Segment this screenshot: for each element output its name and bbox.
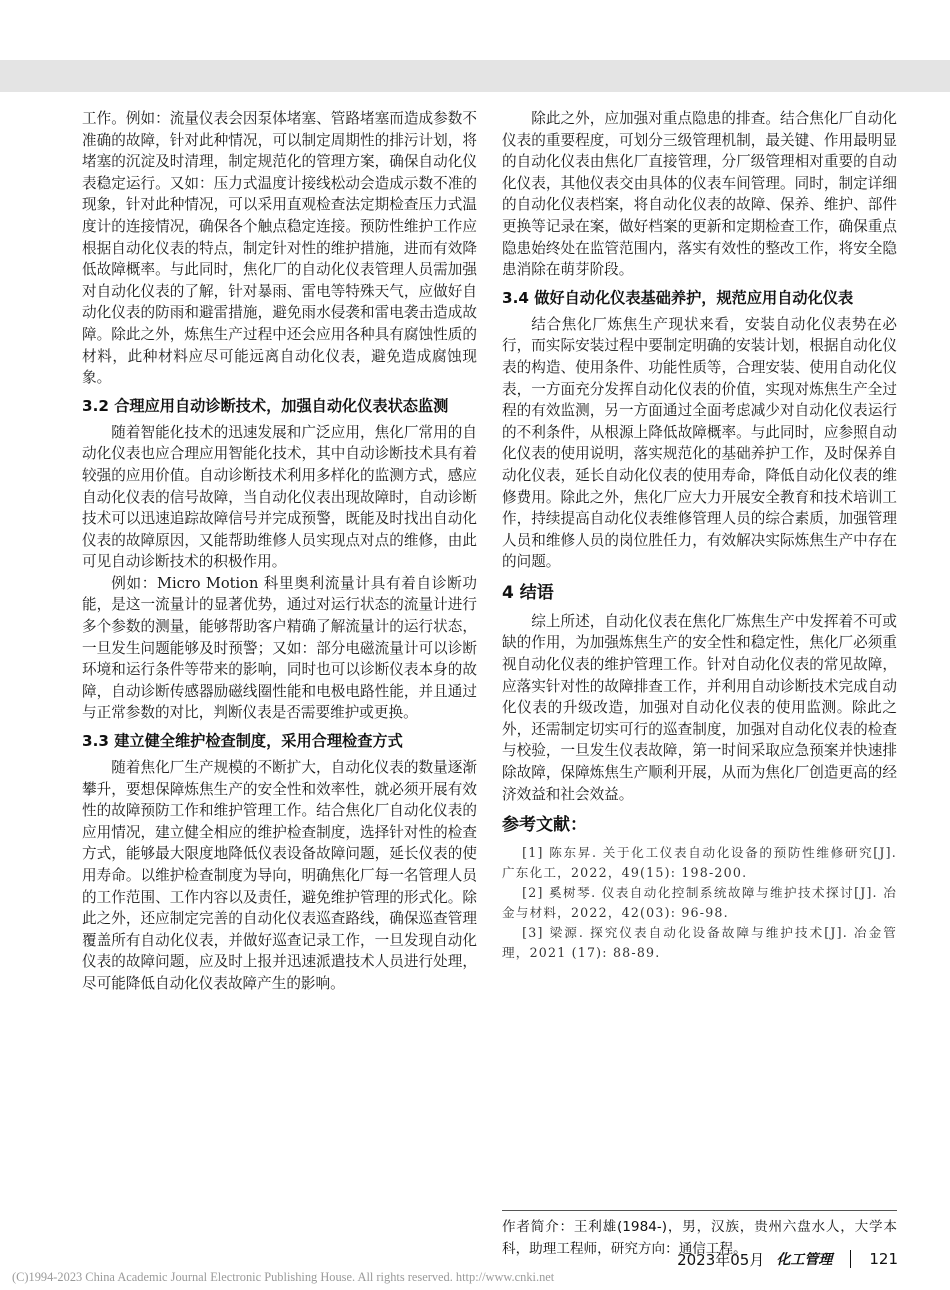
footer-separator [850,1250,851,1268]
issue-date: 2023年05月 [677,1250,765,1269]
paragraph: 例如：Micro Motion 科里奥利流量计具有着自诊断功能，是这一流量计的显著优势，通过对运行状态的流量计进行多个参数的测量，能够帮助客户精确了解流量计的运行状态，一旦发生问题能够及时预警；又如：部分电磁流量计可以诊断环境和运行条件等带来的影响，同时也可以诊断仪表本身的故障，自动诊断传感器励磁线圈性能和电极电路性能，并且通过与正常参数的对比，判断仪表是否需要维护或更换。 [82,574,477,722]
paragraph: 随着智能化技术的迅速发展和广泛应用，焦化厂常用的自动化仪表也应合理应用智能化技术，其中自动诊断技术具有着较强的应用价值。自动诊断技术利用多样化的监测方式，感应自动化仪表的信号故障，当自动化仪表出现故障时，自动诊断技术可以迅速追踪故障信号并完成预警，既能及时找出自动化仪表的故障原因，又能帮助维修人员实现点对点的维修，由此可见自动诊断技术的积极作用。 [82,423,477,571]
header-band [0,60,950,92]
left-column [82,108,477,995]
reference-item: [1] 陈东昇. 关于化工仪表自动化设备的预防性维修研究[J]. 广东化工，2022，49(15): 198-200. [502,845,897,881]
right-column [502,108,897,963]
section-heading-3-4: 3.4 做好自动化仪表基础养护，规范应用自动化仪表 [502,288,854,307]
section-heading-3-3: 3.3 建立健全维护检查制度，采用合理检查方式 [82,732,403,751]
paragraph: 随着焦化厂生产规模的不断扩大，自动化仪表的数量逐渐攀升，要想保障炼焦生产的安全性和效率性，就必须开展有效性的故障预防工作和维护管理工作。结合焦化厂自动化仪表的应用情况，建立健全相应的维护检查制度，选择针对性的检查方式，能够最大限度地降低仪表设备故障问题，延长仪表的使用寿命。以维护检查制度为导向，明确焦化厂每一名管理人员的工作范围、工作内容以及责任，避免维护管理的形式化。除此之外，还应制定完善的自动化仪表巡查路线，确保巡查管理覆盖所有自动化仪表，并做好巡查记录工作，一旦发现自动化仪表的故障问题，应及时上报并迅速派遣技术人员进行处理，尽可能降低自动化仪表故障产生的影响。 [82,759,477,992]
references-title: 参考文献： [502,815,587,836]
author-divider [502,1210,897,1211]
paragraph: 综上所述，自动化仪表在焦化厂炼焦生产中发挥着不可或缺的作用，为加强炼焦生产的安全性和稳定性，焦化厂必须重视自动化仪表的维护管理工作。针对自动化仪表的常见故障，应落实针对性的故障排查工作，并利用自动诊断技术完成自动化仪表的升级改造，加强对自动化仪表的使用监测。除此之外，还需制定切实可行的巡查制度，加强对自动化仪表的检查与校验，一旦发生仪表故障，第一时间采取应急预案并快速排除故障，保障炼焦生产顺利开展，从而为焦化厂创造更高的经济效益和社会效益。 [502,612,897,803]
page-number: 121 [869,1250,898,1268]
page-footer [677,1246,898,1272]
paragraph: 除此之外，应加强对重点隐患的排查。结合焦化厂自动化仪表的重要程度，可划分三级管理机制，最关键、作用最明显的自动化仪表由焦化厂直接管理，分厂级管理相对重要的自动化仪表，其他仪表交由具体的仪表车间管理。同时，制定详细的自动化仪表档案，将自动化仪表的故障、保养、维护、部件更换等记录在案，做好档案的更新和定期检查工作，确保重点隐患始终处在监管范围内，落实有效性的整改工作，将安全隐患消除在萌芽阶段。 [502,110,897,279]
reference-item: [2] 奚树琴. 仪表自动化控制系统故障与维护技术探讨[J]. 冶金与材料，2022，42(03): 96-98. [502,885,897,921]
paragraph: 结合焦化厂炼焦生产现状来看，安装自动化仪表势在必行，而实际安装过程中要制定明确的安装计划，根据自动化仪表的构造、使用条件、功能性质等，合理安装、使用自动化仪表，一方面充分发挥自动化仪表的价值，实现对炼焦生产全过程的有效监测，另一方面通过全面考虑减少对自动化仪表运行的不利条件，从根源上降低故障概率。与此同时，应参照自动化仪表的使用说明，落实规范化的基础养护工作，及时保养自动化仪表，延长自动化仪表的使用寿命，降低自动化仪表的维修费用。除此之外，焦化厂应大力开展安全教育和技术培训工作，持续提高自动化仪表维修管理人员的综合素质，加强管理人员和维修人员的岗位胜任力，有效解决实际炼焦生产中存在的问题。 [502,315,897,571]
reference-item: [3] 梁源. 探究仪表自动化设备故障与维护技术[J]. 冶金管理，2021 (17): 88-89. [502,925,897,961]
author-bio: 作者简介：王利雄(1984-)，男，汉族，贵州六盘水人，大学本科，助理工程师，研究方向：通信工程。 [502,1219,897,1257]
section-heading-4: 4 结语 [502,582,554,603]
section-heading-3-2: 3.2 合理应用自动诊断技术，加强自动化仪表状态监测 [82,396,449,415]
copyright-line: (C)1994-2023 China Academic Journal Electronic Publishing House. All rights reserved. http://www.cnki.net [12,1270,555,1284]
journal-name: 化工管理 [776,1252,833,1268]
paragraph: 工作。例如：流量仪表会因泵体堵塞、管路堵塞而造成参数不准确的故障，针对此种情况，可以制定周期性的排污计划，将堵塞的沉淀及时清理，制定规范化的管理方案，确保自动化仪表稳定运行。又如：压力式温度计接线松动会造成示数不准的现象，针对此种情况，可以采用直观检查法定期检查压力式温度计的连接情况，确保各个触点稳定连接。预防性维护工作应根据自动化仪表的特点，制定针对性的维护措施，进而有效降低故障概率。与此同时，焦化厂的自动化仪表管理人员需加强对自动化仪表的了解，针对暴雨、雷电等特殊天气，应做好自动化仪表的防雨和避雷措施，避免雨水侵袭和雷电袭击造成故障。除此之外，炼焦生产过程中还会应用各种具有腐蚀性质的材料，此种材料应尽可能远离自动化仪表，避免造成腐蚀现象。 [82,110,477,387]
